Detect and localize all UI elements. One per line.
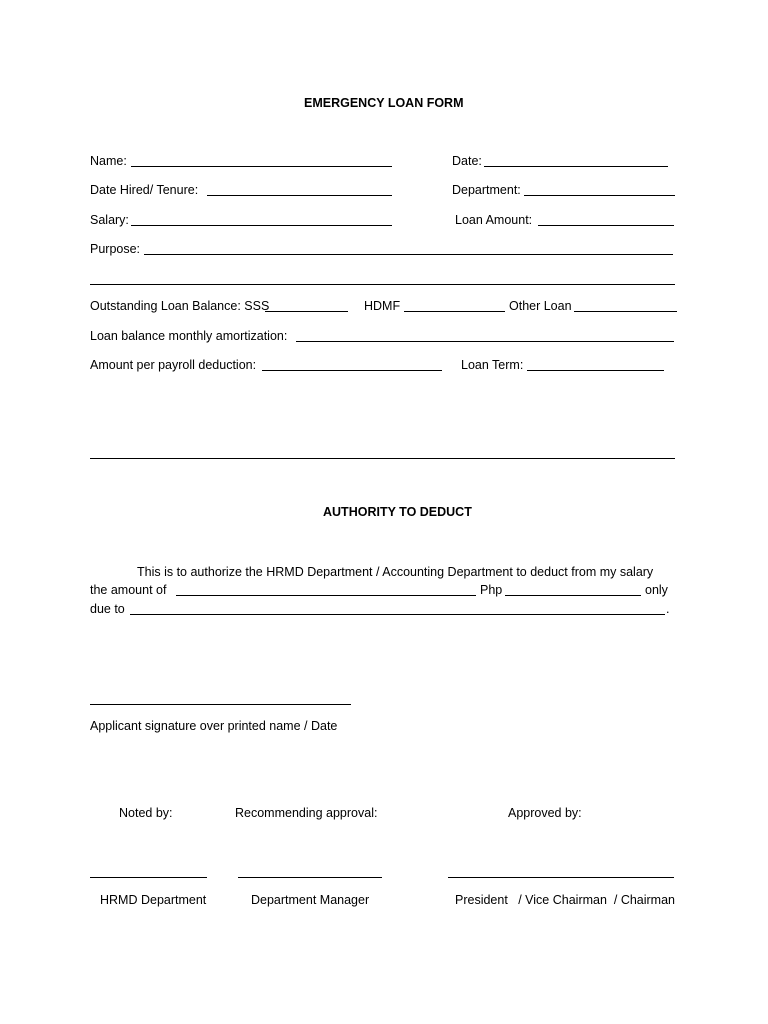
php-label: Php [480,583,503,597]
due-to-label: due to [90,602,125,616]
authority-title: AUTHORITY TO DEDUCT [323,505,472,519]
amount-of-label: the amount of [90,583,167,597]
date-field[interactable] [484,166,668,167]
loan-term-label: Loan Term: [461,358,524,372]
loan-amount-field[interactable] [538,225,674,226]
department-label: Department: [452,183,521,197]
noted-by-label: Noted by: [119,806,173,820]
manager-signature-field[interactable] [238,877,382,878]
date-label: Date: [452,154,482,168]
payroll-deduction-field[interactable] [262,370,442,371]
purpose-label: Purpose: [90,242,141,256]
applicant-signature-field[interactable] [90,704,351,705]
amount-field[interactable] [176,595,476,596]
hdmf-balance-field[interactable] [404,311,505,312]
authority-text-line-1: This is to authorize the HRMD Department / Accounting Department to deduct from my salary [137,565,654,579]
due-to-period: . [666,602,670,616]
section-divider [90,458,675,459]
sss-balance-field[interactable] [265,311,348,312]
purpose-field[interactable] [144,254,673,255]
purpose-field-line-2[interactable] [90,284,675,285]
outstanding-sss-label: Outstanding Loan Balance: SSS [90,299,270,313]
php-amount-field[interactable] [505,595,641,596]
loan-amount-label: Loan Amount: [455,213,533,227]
hrmd-signature-field[interactable] [90,877,207,878]
loan-term-field[interactable] [527,370,664,371]
date-hired-label: Date Hired/ Tenure: [90,183,199,197]
department-manager-label: Department Manager [251,893,370,907]
name-field[interactable] [131,166,392,167]
monthly-amortization-label: Loan balance monthly amortization: [90,329,288,343]
recommending-approval-label: Recommending approval: [235,806,378,820]
approved-by-label: Approved by: [508,806,582,820]
salary-field[interactable] [131,225,392,226]
approver-signature-field[interactable] [448,877,674,878]
department-field[interactable] [524,195,675,196]
president-chairman-label: President / Vice Chairman / Chairman [455,893,676,907]
applicant-signature-label: Applicant signature over printed name / Date [90,719,338,733]
date-hired-field[interactable] [207,195,392,196]
salary-label: Salary: [90,213,129,227]
only-label: only [645,583,668,597]
hdmf-label: HDMF [364,299,401,313]
due-to-field[interactable] [130,614,665,615]
name-label: Name: [90,154,127,168]
form-title: EMERGENCY LOAN FORM [304,96,464,110]
other-loan-label: Other Loan [509,299,572,313]
monthly-amortization-field[interactable] [296,341,674,342]
hrmd-department-label: HRMD Department [100,893,207,907]
other-loan-field[interactable] [574,311,677,312]
payroll-deduction-label: Amount per payroll deduction: [90,358,257,372]
